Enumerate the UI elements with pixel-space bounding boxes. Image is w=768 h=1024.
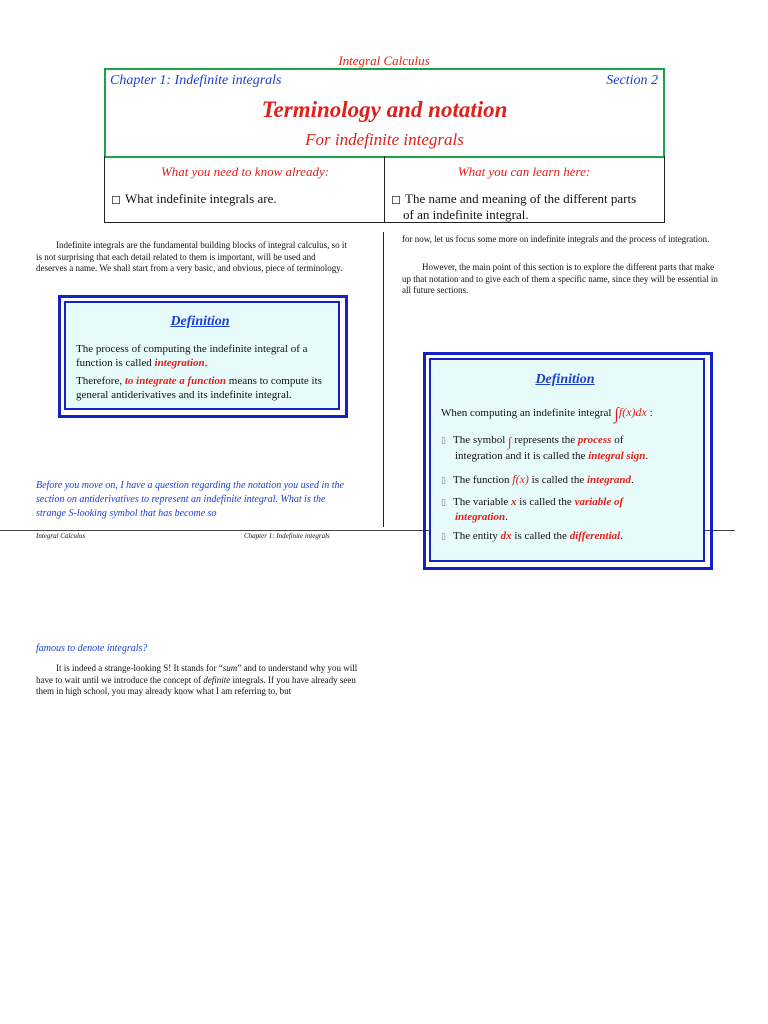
page-subtitle: For indefinite integrals	[305, 130, 464, 149]
bullet-icon: ▯	[441, 435, 446, 445]
definition-item-integrand: ▯ The function f(x) is called the integrand.	[441, 472, 634, 486]
chapter-label: Chapter 1: Indefinite integrals	[110, 73, 282, 88]
definition-item-integral-sign: ▯ The symbol ∫ represents the process of integration and it is called the integral sign.	[441, 434, 649, 462]
right-paragraph-2: However, the main point of this section is to explore the different parts that make up that notation and to give each of them a specific name, since they will be essential in all future sections.	[402, 262, 718, 295]
definition-text-integration: The process of computing the indefinite integral of a function is called integration.	[76, 343, 308, 369]
course-title: Integral Calculus	[338, 53, 430, 68]
checkbox-bullet-icon	[392, 196, 400, 204]
know-already-item: What indefinite integrals are.	[112, 191, 380, 207]
footer-course: Integral Calculus	[36, 532, 86, 540]
student-question: Before you move on, I have a question regarding the notation you used in the section on antiderivatives to represent an indefinite integral. What is the strange S-looking symbol that has become so	[36, 480, 344, 519]
definition-title: Definition	[535, 372, 595, 387]
bullet-icon: ▯	[441, 531, 446, 541]
definition-item-differential: ▯ The entity dx is called the differential.	[441, 530, 623, 542]
integral-sign-icon: ∫	[614, 404, 619, 423]
definition-item-variable: ▯ The variable x is called the variable of integration.	[441, 496, 624, 523]
right-paragraph-1: for now, let us focus some more on indefinite integrals and the process of integration.	[402, 234, 710, 244]
section-label: Section 2	[606, 73, 658, 88]
know-already-heading: What you need to know already:	[160, 164, 330, 179]
student-question-continued: famous to denote integrals?	[36, 643, 148, 654]
learn-here-item: The name and meaning of the different parts of an indefinite integral.	[392, 191, 656, 223]
integral-sign-icon: ∫	[508, 434, 512, 449]
intro-paragraph: Indefinite integrals are the fundamental building blocks of integral calculus, so it is not surprising that each detail related to them is important, will be used and deserves a name. We shall start from a very basic, and obvious, piece of terminology.	[36, 240, 347, 273]
checkbox-bullet-icon	[112, 196, 120, 204]
answer-paragraph: It is indeed a strange-looking S! It stands for “sum” and to understand why you will have to wait until we introduce the concept of definite integrals. If you have already seen them in high school, you may already know what I am referring to, but	[36, 663, 358, 696]
bullet-icon: ▯	[441, 475, 446, 485]
footer-chapter: Chapter 1: Indefinite integrals	[244, 532, 330, 540]
column-divider	[383, 232, 384, 527]
definition-title: Definition	[170, 314, 230, 329]
definition-intro: When computing an indefinite integral ∫f(x)dx :	[441, 404, 653, 423]
bullet-icon: ▯	[441, 497, 446, 507]
definition-text-integrate: Therefore, to integrate a function means to compute its general antiderivatives and its indefinite integral.	[76, 375, 322, 401]
table-column-divider	[384, 156, 385, 223]
page-title: Terminology and notation	[261, 97, 508, 122]
learn-here-heading: What you can learn here:	[457, 164, 591, 179]
